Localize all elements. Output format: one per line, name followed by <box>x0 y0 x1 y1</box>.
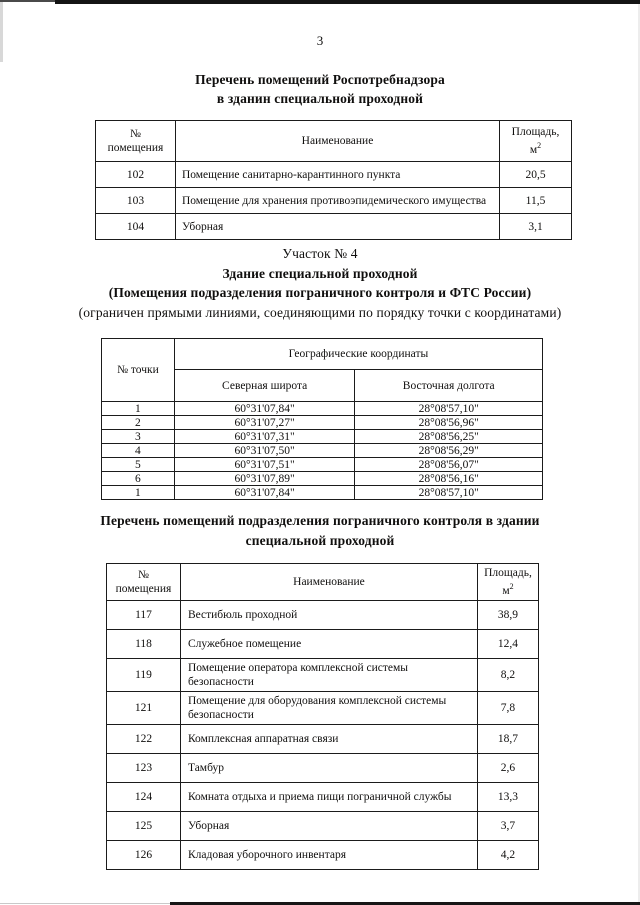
cell-latitude: 60°31'07,27" <box>174 416 355 430</box>
cell-longitude: 28°08'56,16" <box>355 472 543 486</box>
cell-room-area: 7,8 <box>477 692 538 725</box>
heading-line: (ограничен прямыми линиями, соединяющими по порядку точки с координатами) <box>78 304 562 320</box>
cell-room-area: 2,6 <box>477 754 538 783</box>
table-row <box>107 659 539 692</box>
table-header-row <box>107 564 539 601</box>
heading-line: в зданин специальной проходной <box>216 91 424 106</box>
table-coordinates <box>101 338 543 500</box>
cell-room-name: Помещение санитарно-карантинного пункта <box>175 162 499 188</box>
cell-room-area: 3,7 <box>477 812 538 841</box>
page-number: 3 <box>316 33 324 48</box>
table-row <box>107 601 539 630</box>
table-row <box>96 162 572 188</box>
cell-longitude: 28°08'56,25" <box>355 430 543 444</box>
column-header-room-number <box>96 121 176 162</box>
header-line: № <box>129 128 141 140</box>
cell-longitude: 28°08'56,07" <box>355 458 543 472</box>
cell-room-area: 12,4 <box>477 630 538 659</box>
table-row <box>102 472 543 486</box>
cell-longitude: 28°08'57,10" <box>355 402 543 416</box>
cell-room-area: 20,5 <box>500 162 572 188</box>
heading-line: (Помещения подразделения пограничного контроля и ФТС России) <box>108 285 532 300</box>
cell-room-number: 102 <box>96 162 176 188</box>
scan-edge-bottom-left <box>0 903 172 904</box>
column-header-latitude: Северная широта <box>174 370 355 402</box>
table-row <box>107 783 539 812</box>
heading-line: Перечень помещений Роспотребнадзора <box>195 72 445 87</box>
header-superscript: 2 <box>509 582 514 592</box>
cell-room-number: 121 <box>107 692 181 725</box>
cell-room-number: 126 <box>107 841 181 870</box>
cell-room-number: 118 <box>107 630 181 659</box>
table-row <box>102 444 543 458</box>
cell-room-number: 123 <box>107 754 181 783</box>
header-line: м <box>529 143 538 156</box>
table-row <box>107 630 539 659</box>
cell-point-number: 1 <box>102 402 175 416</box>
cell-latitude: 60°31'07,89" <box>174 472 355 486</box>
header-superscript: 2 <box>537 141 542 151</box>
cell-room-number: 125 <box>107 812 181 841</box>
scan-edge-top-left <box>0 0 56 2</box>
cell-room-area: 11,5 <box>500 188 572 214</box>
cell-latitude: 60°31'07,50" <box>174 444 355 458</box>
cell-room-name: Уборная <box>180 812 477 841</box>
cell-point-number: 6 <box>102 472 175 486</box>
column-header-name: Наименование <box>180 564 477 601</box>
table-premises-rospotrebnadzor <box>95 120 572 240</box>
cell-room-name: Кладовая уборочного инвентаря <box>180 841 477 870</box>
table-row <box>102 458 543 472</box>
cell-room-number: 119 <box>107 659 181 692</box>
column-header-longitude: Восточная долгота <box>355 370 543 402</box>
header-line: помещения <box>107 142 164 154</box>
table-premises-border-control <box>106 563 539 870</box>
cell-room-name: Тамбур <box>180 754 477 783</box>
header-line: помещения <box>115 583 172 595</box>
table-row <box>107 725 539 754</box>
table-header-row <box>96 121 572 162</box>
scan-edge-left <box>0 2 3 62</box>
heading-line: Здание специальной проходной <box>222 265 418 281</box>
heading-premises-border-control <box>0 511 640 551</box>
column-header-point-number: № точки <box>102 339 175 402</box>
cell-room-area: 13,3 <box>477 783 538 812</box>
column-header-geographic-coordinates: Географические координаты <box>174 339 542 370</box>
cell-room-number: 103 <box>96 188 176 214</box>
cell-room-number: 122 <box>107 725 181 754</box>
column-header-name: Наименование <box>175 121 499 162</box>
header-line: Площадь, м <box>484 567 532 597</box>
cell-point-number: 2 <box>102 416 175 430</box>
cell-point-number: 5 <box>102 458 175 472</box>
heading-line: специальной проходной <box>245 533 395 548</box>
cell-room-name: Помещение оператора комплексной системы безопасности <box>180 659 477 692</box>
header-line: Площадь, <box>511 126 560 139</box>
cell-longitude: 28°08'56,96" <box>355 416 543 430</box>
heading-line: Участок № 4 <box>282 246 358 261</box>
heading-plot-4 <box>0 244 640 322</box>
table-row <box>107 812 539 841</box>
table-header-row <box>102 339 543 370</box>
cell-longitude: 28°08'56,29" <box>355 444 543 458</box>
cell-room-name: Помещение для оборудования комплексной системы безопасности <box>180 692 477 725</box>
table-row <box>102 486 543 500</box>
cell-longitude: 28°08'57,10" <box>355 486 543 500</box>
table-row <box>102 430 543 444</box>
column-header-area <box>477 564 538 601</box>
cell-room-number: 124 <box>107 783 181 812</box>
table-row <box>107 841 539 870</box>
column-header-room-number <box>107 564 181 601</box>
cell-room-area: 3,1 <box>500 214 572 240</box>
cell-latitude: 60°31'07,51" <box>174 458 355 472</box>
cell-point-number: 4 <box>102 444 175 458</box>
cell-room-area: 38,9 <box>477 601 538 630</box>
cell-room-name: Помещение для хранения противоэпидемического имущества <box>175 188 499 214</box>
table-row <box>96 188 572 214</box>
cell-point-number: 1 <box>102 486 175 500</box>
cell-room-area: 4,2 <box>477 841 538 870</box>
table-row <box>102 416 543 430</box>
cell-room-number: 104 <box>96 214 176 240</box>
cell-room-name: Вестибюль проходной <box>180 601 477 630</box>
cell-latitude: 60°31'07,84" <box>174 486 355 500</box>
table-row <box>102 402 543 416</box>
heading-premises-rospotrebnadzor <box>0 70 640 108</box>
cell-room-area: 18,7 <box>477 725 538 754</box>
table-row <box>107 692 539 725</box>
column-header-area <box>500 121 572 162</box>
cell-latitude: 60°31'07,31" <box>174 430 355 444</box>
scan-edge-top <box>55 0 640 4</box>
table-row <box>96 214 572 240</box>
cell-latitude: 60°31'07,84" <box>174 402 355 416</box>
cell-point-number: 3 <box>102 430 175 444</box>
header-line: № <box>137 569 149 581</box>
heading-line: Перечень помещений подразделения пограничного контроля в здании <box>100 513 540 528</box>
table-row <box>107 754 539 783</box>
cell-room-area: 8,2 <box>477 659 538 692</box>
cell-room-number: 117 <box>107 601 181 630</box>
cell-room-name: Комната отдыха и приема пищи пограничной службы <box>180 783 477 812</box>
cell-room-name: Служебное помещение <box>180 630 477 659</box>
cell-room-name: Уборная <box>175 214 499 240</box>
cell-room-name: Комплексная аппаратная связи <box>180 725 477 754</box>
